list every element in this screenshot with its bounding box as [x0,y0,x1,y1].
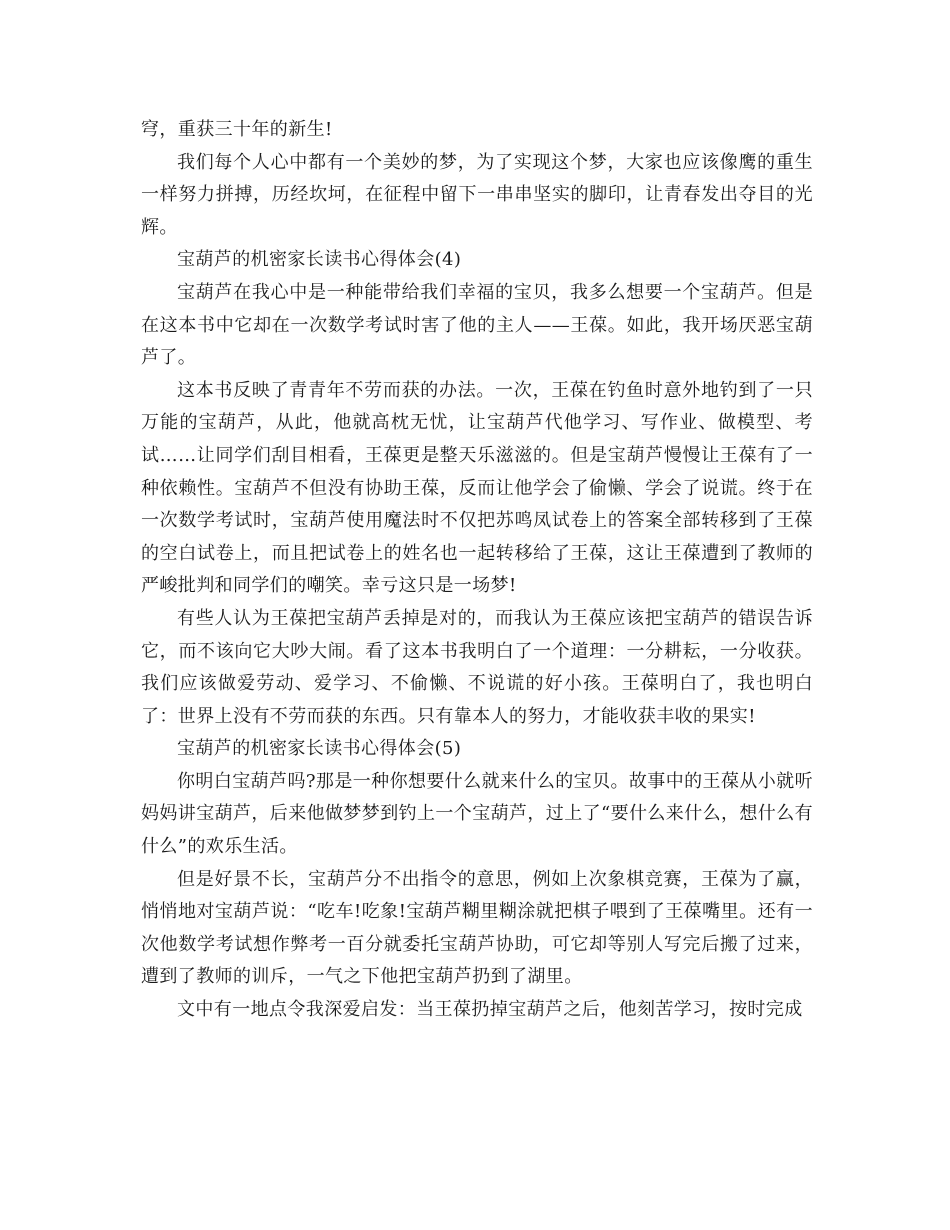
paragraph: 有些人认为王葆把宝葫芦丢掉是对的，而我认为王葆应该把宝葫芦的错误告诉它，而不该向它大吵大闹。看了这本书我明白了一个道理：一分耕耘，一分收获。我们应该做爱劳动、爱学习、不偷懒、不说谎的好小孩。王葆明白了，我也明白了：世界上没有不劳而获的东西。只有靠本人的努力，才能收获丰收的果实! [141,607,813,727]
paragraph: 宝葫芦在我心中是一种能带给我们幸福的宝贝，我多么想要一个宝葫芦。但是在这本书中它却在一次数学考试时害了他的主人——王葆。如此，我开场厌恶宝葫芦了。 [141,281,813,369]
section-heading: 宝葫芦的机密家长读书心得体会(4) [177,249,462,271]
paragraph: 我们每个人心中都有一个美妙的梦，为了实现这个梦，大家也应该像鹰的重生一样努力拼搏，历经坎坷，在征程中留下一串串坚实的脚印，让青春发出夺目的光辉。 [141,151,813,238]
paragraph: 但是好景不长，宝葫芦分不出指令的意思，例如上次象棋竞赛，王葆为了赢，悄悄地对宝葫芦说：“吃车!吃象!宝葫芦糊里糊涂就把棋子喂到了王葆嘴里。还有一次他数学考试想作弊考一百分就委托宝葫芦协助，可它却等别人写完后搬了过来，遭到了教师的训斥，一气之下他把宝葫芦扔到了湖里。 [141,868,813,988]
paragraph: 这本书反映了青青年不劳而获的办法。一次，王葆在钓鱼时意外地钓到了一只万能的宝葫芦，从此，他就高枕无忧，让宝葫芦代他学习、写作业、做模型、考试……让同学们刮目相看，王葆更是整天乐滋滋的。但是宝葫芦慢慢让王葆有了一种依赖性。宝葫芦不但没有协助王葆，反而让他学会了偷懒、学会了说谎。终于在一次数学考试时，宝葫芦使用魔法时不仅把苏鸣凤试卷上的答案全部转移到了王葆的空白试卷上，而且把试卷上的姓名也一起转移给了王葆，这让王葆遭到了教师的严峻批判和同学们的嘲笑。幸亏这只是一场梦! [141,379,813,597]
paragraph: 文中有一地点令我深爱启发：当王葆扔掉宝葫芦之后，他刻苦学习，按时完成 [177,999,803,1021]
section-heading: 宝葫芦的机密家长读书心得体会(5) [177,738,462,760]
paragraph: 穹，重获三十年的新生! [141,119,333,140]
document-body [141,114,813,1027]
paragraph: 你明白宝葫芦吗?那是一种你想要什么就来什么的宝贝。故事中的王葆从小就听妈妈讲宝葫芦，后来他做梦梦到钓上一个宝葫芦，过上了“要什么来什么，想什么有什么”的欢乐生活。 [141,770,813,858]
